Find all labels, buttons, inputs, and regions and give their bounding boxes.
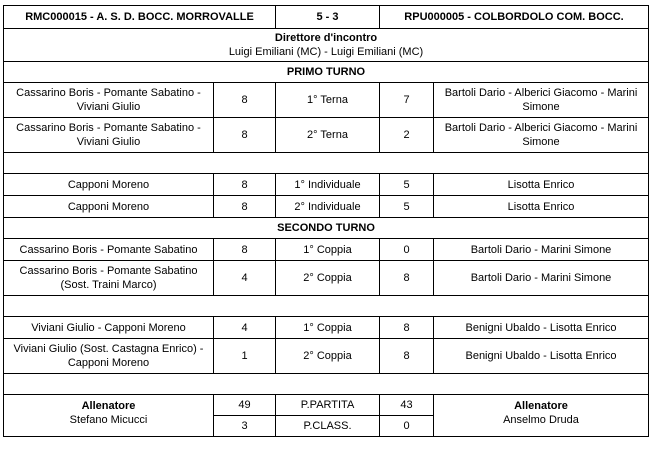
class-away: 0 xyxy=(380,416,434,437)
home-players: Cassarino Boris - Pomante Sabatino xyxy=(4,239,214,261)
away-score: 5 xyxy=(380,196,434,218)
away-coach-name: Anselmo Druda xyxy=(503,414,579,426)
director-cell xyxy=(4,29,649,62)
home-players: Viviani Giulio - Capponi Moreno xyxy=(4,317,214,339)
away-coach-label: Allenatore xyxy=(514,400,568,412)
home-score: 8 xyxy=(214,83,276,118)
home-score: 8 xyxy=(214,174,276,196)
home-players: Capponi Moreno xyxy=(4,196,214,218)
director-label: Direttore d'incontro xyxy=(274,32,378,44)
away-players: Bartoli Dario - Alberici Giacomo - Marini Simone xyxy=(434,118,649,153)
home-players: Cassarino Boris - Pomante Sabatino - Viviani Giulio xyxy=(4,83,214,118)
home-score: 8 xyxy=(214,196,276,218)
table-row xyxy=(4,118,649,153)
home-score: 1 xyxy=(214,339,276,374)
away-players: Lisotta Enrico xyxy=(434,196,649,218)
spacer-row xyxy=(4,296,649,317)
table-row xyxy=(4,196,649,218)
game-type: 1° Coppia xyxy=(276,239,380,261)
away-score: 8 xyxy=(380,339,434,374)
section-primo-turno: PRIMO TURNO xyxy=(4,62,649,83)
table-row xyxy=(4,339,649,374)
home-team-title: RMC000015 - A. S. D. BOCC. MORROVALLE xyxy=(4,6,276,29)
table-row xyxy=(4,174,649,196)
partita-away: 43 xyxy=(380,395,434,416)
home-coach-label: Allenatore xyxy=(81,400,136,412)
match-score: 5 - 3 xyxy=(276,6,380,29)
class-home: 3 xyxy=(214,416,276,437)
section-secondo-turno: SECONDO TURNO xyxy=(4,218,649,239)
table-row xyxy=(4,239,649,261)
table-row xyxy=(4,83,649,118)
away-score: 8 xyxy=(380,261,434,296)
home-players: Viviani Giulio (Sost. Castagna Enrico) - Capponi Moreno xyxy=(4,339,214,374)
away-players: Benigni Ubaldo - Lisotta Enrico xyxy=(434,317,649,339)
game-type: 2° Individuale xyxy=(276,196,380,218)
away-coach-cell xyxy=(434,395,649,437)
home-coach-cell xyxy=(4,395,214,437)
game-type: 2° Terna xyxy=(276,118,380,153)
game-type: 1° Terna xyxy=(276,83,380,118)
away-players: Bartoli Dario - Marini Simone xyxy=(434,239,649,261)
class-label: P.CLASS. xyxy=(276,416,380,437)
home-score: 4 xyxy=(214,261,276,296)
home-players: Cassarino Boris - Pomante Sabatino - Viviani Giulio xyxy=(4,118,214,153)
home-score: 8 xyxy=(214,239,276,261)
spacer-row xyxy=(4,374,649,395)
away-score: 8 xyxy=(380,317,434,339)
partita-label: P.PARTITA xyxy=(276,395,380,416)
spacer-row xyxy=(4,153,649,174)
table-row xyxy=(4,317,649,339)
away-team-title: RPU000005 - COLBORDOLO COM. BOCC. xyxy=(380,6,649,29)
away-players: Bartoli Dario - Marini Simone xyxy=(434,261,649,296)
director-names: Luigi Emiliani (MC) - Luigi Emiliani (MC) xyxy=(228,46,424,58)
away-players: Benigni Ubaldo - Lisotta Enrico xyxy=(434,339,649,374)
game-type: 1° Coppia xyxy=(276,317,380,339)
away-players: Bartoli Dario - Alberici Giacomo - Marini Simone xyxy=(434,83,649,118)
away-score: 5 xyxy=(380,174,434,196)
home-coach-name: Stefano Micucci xyxy=(69,414,148,426)
home-players: Cassarino Boris - Pomante Sabatino (Sost. Traini Marco) xyxy=(4,261,214,296)
home-score: 4 xyxy=(214,317,276,339)
home-score: 8 xyxy=(214,118,276,153)
away-score: 2 xyxy=(380,118,434,153)
home-players: Capponi Moreno xyxy=(4,174,214,196)
game-type: 1° Individuale xyxy=(276,174,380,196)
table-row xyxy=(4,261,649,296)
match-report-table xyxy=(3,5,649,437)
away-players: Lisotta Enrico xyxy=(434,174,649,196)
away-score: 0 xyxy=(380,239,434,261)
partita-home: 49 xyxy=(214,395,276,416)
away-score: 7 xyxy=(380,83,434,118)
game-type: 2° Coppia xyxy=(276,261,380,296)
game-type: 2° Coppia xyxy=(276,339,380,374)
